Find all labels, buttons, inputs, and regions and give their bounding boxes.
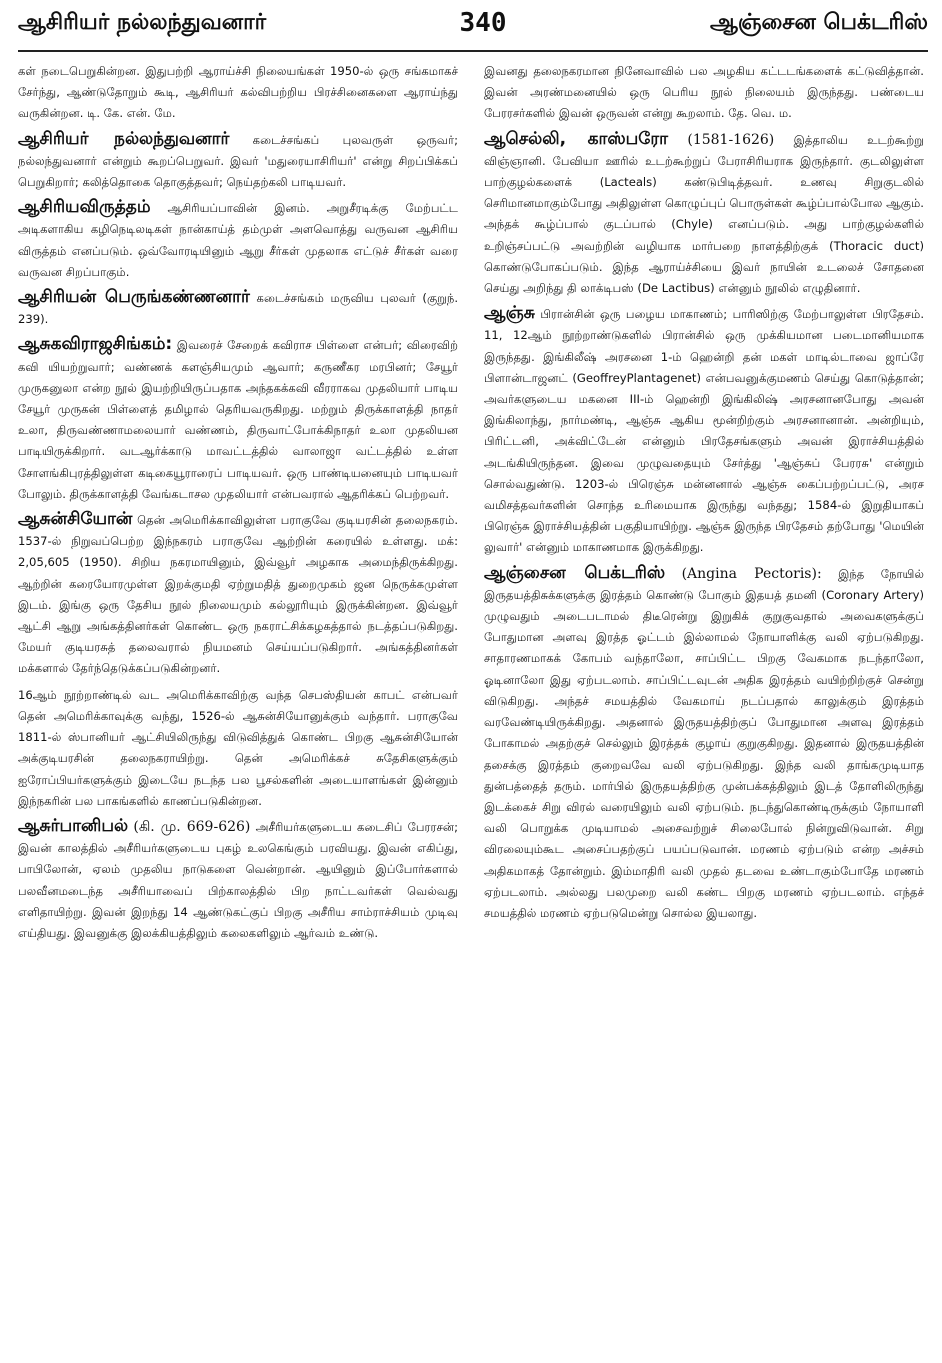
entry-text: பிரான்சின் ஒரு பழைய மாகாணம்; பாரிஸிற்கு மேற்பாலுள்ள பிரதேசம். 11, 12ஆம் நூற்றாண்டுகளில் பிரான்சில் ஒரு முக்கியமான படைமானியமாக இருந்தது. இங்கிலீஷ் அரசனை 1-ம் ஹென்றி தன் மகள் மாடில்டாவை ஜாப்ரே பிளான்டாஜனட் (GeoffreyPlantagenet) என்பவனுக்குமணம் செய்து கொடுத்தான்; அவர்களுடைய மகனை III-ம் ஹென்றி இங்கிலிஷ் அரசனானபோது அவன் இங்கிலாந்து, நார்மண்டி, ஆஞ்சு ஆகிய மூன்றிற்கும் அரசனானான். அன்றியும், பிரிட்டனி, அக்விட்டேன் என்னும் பிரதேசங்களும் அவன் இராச்சியத்தில் அடங்கியிருந்தன. இவை முழுவதையும் சேர்த்து 'ஆஞ்சுப் பேரரசு' என்றும் சொல்வதுண்டு. 1203-ல் பிரெஞ்சு மன்னனால் ஆஞ்சு கைப்பற்றப்பட்டு, அரச வமிசத்தவர்களின் சொந்த உரிமையாக இருந்து வந்தது; 1584-ல் இறுதியாகப் பிரெஞ்சு இராச்சியத்தின் பகுதியாயிற்று. ஆஞ்சு இருந்த பிரதேசம் தற்போது 'மெயின் லுவார்' என்னும் மாகாணமாக இருக்கிறது. [484,307,924,555]
entry-headword: ஆசிரியவிருத்தம் [18,197,151,218]
entry-headword: ஆசிரியன் பெருங்கண்ணனார் [18,287,250,308]
entry-headword: ஆசுன்சியோன் [18,509,133,530]
running-head-right: ஆஞ்சைன பெக்டரிஸ் [710,10,928,35]
entry-text: தென் அமெரிக்காவிலுள்ள பராகுவே குடியரசின் தலைநகரம். 1537-ல் நிறுவப்பெற்ற இந்நகரம் பராகுவே ஆற்றின் கரையில் உள்ளது. மக்: 2,05,605 (1950). சிறிய நகரமாயினும், இவ்வூர் அழகாக அமைந்திருக்கிறது. ஆற்றின் கரையோரமுள்ள இறக்குமதி ஏற்றுமதித் துறைமுகம் ஜன நெருக்கமுள்ள இடம். இங்கு ஒரு தேசிய நூல் நிலையமும் கல்லூரியும் இருக்கின்றன. இவ்வூர் ஆட்சி ஆறு அங்கத்தினர்கள் கொண்ட ஒரு நகராட்சிக்கழகத்தால் நடத்தப்படுகிறது. மேயர் குடியரசுத் தலைவரால் நியமனம் செய்யப்படுகிறார். அங்கத்தினர்கள் மக்களால் தேர்ந்தெடுக்கப்படுகின்றனர். [18,513,458,676]
entry-asiriya-viruttam [18,197,458,283]
entry-asuncion [18,509,458,680]
entry-asiriyan-perunkannanar [18,287,458,330]
entry-note: (Angina Pectoris): [681,565,822,582]
entry-text: கடைச்சங்கப் புலவருள் ஒருவர்; நல்லந்துவனார் என்றும் கூறப்பெறுவர். இவர் 'மதுரையாசிரியர்' என்று சிறப்பிக்கப் பெறுகிறார்; கலித்தொகை தொகுத்தவர்; நெய்தற்கலி பாடியவர். [18,132,458,190]
entry-asukaviraja-singam [18,334,458,505]
entry-note: (1581-1626) [687,131,775,148]
header-rule [18,50,928,52]
entry-headword: ஆசுர்பானிபல் [18,815,129,836]
entry-text: 16ஆம் நூற்றாண்டில் வட அமெரிக்காவிற்கு வந்த செபஸ்தியன் காபட் என்பவர் தென் அமெரிக்காவுக்கு வந்து, 1526-ல் ஆசுன்சியோனுக்கும் வந்தார். பராகுவே 1811-ல் ஸ்பானியர் ஆட்சியிலிருந்து விடுவித்துக் கொண்ட பிறகு ஆசுன்சியோன் அக்குடியரசின் தலைநகராயிற்று. தென் அமெரிக்கச் சுதேசிகளுக்கும் ஐரோப்பியர்களுக்கும் இடையே நடந்த பல பூசல்களின் அடையாளங்கள் இன்னும் இந்நகரின் பல பாகங்களில் காணப்படுகின்றன. [18,687,458,808]
entry-aselli-gaspare [484,129,924,300]
entry-headword: ஆசெல்லி, காஸ்பரோ [484,128,669,149]
entry-text: கள் நடைபெறுகின்றன. இதுபற்றி ஆராய்ச்சி நிலையங்கள் 1950-ல் ஒரு சங்கமாகச் சேர்ந்து, ஆண்டுதோறும் கூடி, ஆசிரியர் கல்விபற்றிய பிரச்சினைகளை ஆராய்ந்து வருகின்றன. டி. கே. என். மே. [18,64,458,121]
entry-text: அசீரியர்களுடைய கடைசிப் பேரரசன்; இவன் காலத்தில் அசீரியர்களுடைய புகழ் உலகெங்கும் பரவியது. இவன் எகிப்து, பாபிலோன், ஏலம் முதலிய நாடுகளை வென்றான். ஆயினும் இப்போர்களால் பலவீனமடைந்த அசீரியாவைப் பிற்காலத்தில் பிற நாட்டவர்கள் வெல்வது எளிதாயிற்று. இவன் இறந்து 14 ஆண்டுகட்குப் பிறகு அசீரிய சாம்ராச்சியம் முடிவு எய்தியது. இவனுக்கு இலக்கியத்திலும் கலைகளிலும் ஆர்வம் உண்டு. [18,819,458,940]
entry-headword: ஆசிரியர் நல்லந்துவனார் [18,128,230,149]
entry-anjou [484,303,924,558]
entry-text: இவரைச் சேறைக் கவிராச பிள்ளை என்பர்; விரைவிற் கவி யியற்றுவார்; வண்ணக் களஞ்சியமும் ஆவார்; கருணீகர மரபினர்; சேயூர் முருகனுலா என்ற நூல் இயற்றியிருப்பதாக அந்தகக்கவி வீரராகவ முதலியார் பாடிய சேயூர் முருகன் பிள்ளைத் தமிழால் தெரியவருகிறது. மற்றும் திருக்காளத்தி நாதர் உலா, திருவண்ணாமலையார் வண்ணம், திருவாட்போக்கிநாதர் உலா முதலியன பாடியிருக்கிறார். வடஆர்க்காடு மாவட்டத்தில் வாலாஜா வட்டத்தில் உள்ள சோளங்கிபுரத்திலுள்ள கடிகையூராரைப் பாடியவர். ஒரு பாண்டியனையும் பாடியவர் போலும். திருக்காளத்தி வேங்கடாசல முதலியார் என்பவரால் ஆதரிக்கப் பெற்றவர். [18,338,458,501]
right-column [484,60,924,1355]
entry-continuation-ashurbanipal [484,60,924,125]
entry-text: கடைச்சங்கம் மருவிய புலவர் (குறுந். 239). [18,291,458,327]
entry-headword: ஆசுகவிராஜசிங்கம்: [18,334,173,355]
entry-note: (கி. மு. 669-626) [133,818,251,835]
entry-text: இந்த நோயில் இருதயத்திசுக்களுக்கு இரத்தம் கொண்டு போகும் இதயத் தமனி (Coronary Artery) முழுவதும் அடைபடாமல் திடீரென்று இறுகிக் குறுகுவதால் அவைகளுக்குப் போதுமான அளவு இரத்த ஓட்டம் இல்லாமல் நோயாளிக்கு வலி ஏற்படுகிறது. சாதாரணமாகக் கோபம் வந்தாலோ, சாப்பிட்ட பிறகு வேகமாக நடந்தாலோ, ஓடினாலோ இது ஏற்படலாம். சாப்பிட்டவுடன் அதிக இரத்தம் வயிற்றிற்குச் சென்று விடுகிறது. அந்தச் சமயத்தில் வேகமாய் நடப்பதால் காலுக்கும் இரத்தம் வரவேண்டியிருக்கிறது. அதனால் இருதயத்திற்குப் போதுமான அளவு இரத்தம் போகாமல் அதற்குச் செல்லும் இரத்தக் குழாய் குறுகுகிறது. இதனால் இருதயத்தின் தசைக்கு இரத்தம் குறைவவே வலி ஏற்படுகிறது. இந்த வலி தாங்கமுடியாத துன்பத்தைத் தரும். மார்பில் இருதயத்திற்கு முன்பக்கத்திலும் இடத் தோளிலிருந்து இடக்கைச் சிறு விரல் வரையிலும் வலி ஏற்படும். நடந்துகொண்டிருக்கும் நோயாளி வலி பொறுக்க முடியாமல் அசைவற்றுச் சிலைபோல் நின்றுவிடுவான். சிறு விரலையும்கூட அசைப்பதற்குப் பயப்படுவான். மரணம் ஏற்படும் என்ற அச்சம் அதிகமாகத் தோன்றும். இம்மாதிரி வலி முதல் தடவை உண்டாகும்போதே மரணம் ஏற்படலாம். அல்லது பலமுறை வலி கண்ட பிறகு மரணம் ஏற்படலாம். எந்தச் சமயத்தில் மரணம் ஏற்படுமென்று சொல்ல இயலாது. [484,566,924,920]
entry-ashurbanipal [18,816,458,944]
entry-angina-pectoris [484,563,924,924]
entry-headword: ஆஞ்சு [484,303,535,324]
left-column [18,60,458,1355]
running-head-left: ஆசிரியர் நல்லந்துவனார் [18,10,267,35]
entry-continuation-ascriyar-kalvi [18,60,458,125]
entry-headword: ஆஞ்சைன பெக்டரிஸ் [484,562,666,583]
entry-text: இவனது தலைநகரமான நினேவாவில் பல அழகிய கட்டடங்களைக் கட்டுவித்தான். இவன் அரண்மனையில் ஒரு பெரிய நூல் நிலையம் இருந்தது. பண்டைய பேரரசர்களில் இவன் ஒருவன் என்று கூறலாம். தே. வெ. ம. [484,64,924,121]
entry-asuncion-history [18,684,458,812]
page-header [18,6,928,46]
entry-text: ஆசிரியப்பாவின் இனம். அறுசீரடிக்கு மேற்பட்ட அடிகளாகிய கழிநெடிலடிகள் நான்காய்த் தம்முள் அளவொத்து வருவன ஆசிரிய விருத்தம் எனப்படும். ஒவ்வோரடியினும் ஆறு சீர்கள் முதலாக எட்டுச் சீர்கள் வரை வருவன சிறப்பாகும். [18,201,458,279]
entry-text: இத்தாலிய உடற்கூற்று விஞ்ஞானி. பேவியா ஊரில் உடற்கூற்றுப் பேராசிரியராக இருந்தார். குடலிலுள்ள பாற்குழல்களைக் (Lacteals) கண்டுபிடித்தவர். உணவு சிறுகுடலில் செரிமானமாகும்போது அதிலுள்ள கொழுப்புப் பொருள்கள் கூழ்ப்பால்போல ஆகும். அந்தக் கூழ்ப்பால் குடப்பால் (Chyle) எனப்படும். அது பாற்குழல்களில் உறிஞ்சப்பட்டு அவற்றின் வழியாக மார்பறை நாளத்திற்குக் (Thoracic duct) கொண்டுபோகப்படும். இந்த ஆராய்ச்சியை இவர் நாயின் உடலைச் சோதனை செய்து அறிந்து தி லாக்டிபஸ் (De Lactibus) என்னும் நூலில் எழுதினார். [484,132,924,296]
page-number: 340 [459,8,507,38]
entry-asiriyar-nallanthuvanar [18,129,458,194]
